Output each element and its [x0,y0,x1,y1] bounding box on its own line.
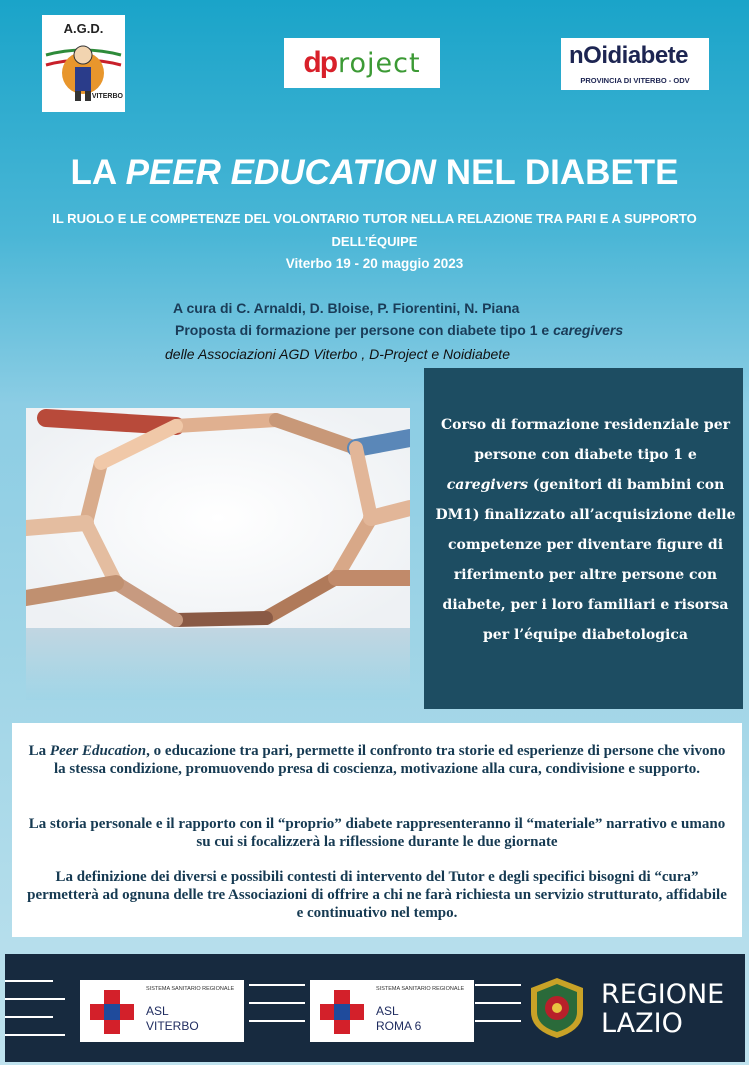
page-subtitle: IL RUOLO E LE COMPETENZE DEL VOLONTARIO TUTOR NELLA RELAZIONE TRA PARI E A SUPPORTO DELL’ÉQUIPE [52,211,697,249]
asl-roma-line1: ASL [376,1004,399,1018]
proposal-emphasis: caregivers [553,322,624,338]
asl-roma-name [376,1004,421,1034]
event-dates: Viterbo 19 - 20 maggio 2023 [285,256,464,271]
asl-viterbo-line1: ASL [146,1004,169,1018]
agd-logo-text: A.G.D. [63,21,104,36]
dproject-mark: dp [303,46,337,79]
image-reflection [26,628,410,700]
footer-stripe [5,998,65,1000]
footer-stripe [249,1020,305,1022]
title-emphasis: PEER EDUCATION [125,153,437,192]
info-box [12,723,742,937]
regione-line1: REGIONE [601,979,725,1010]
footer-stripe [475,1002,521,1004]
regione-line2: LAZIO [601,1008,683,1039]
footer-stripe [249,1002,305,1004]
page-title [0,153,749,193]
info-paragraph-tutor-contexts: La definizione dei diversi e possibili contesti di intervento del Tutor e degli specifici bisogni di “cura” permetterà ad ognuna delle tre Associazioni di offrire a chi ne farà richiesta un servizio strutturato, affidabile e continuativo nel tempo. [27,869,727,921]
regione-lazio-emblem-icon [527,976,587,1040]
asl-cross-icon [90,990,134,1034]
hands-circle-image [26,408,410,628]
proposal-line [175,322,623,338]
asl-viterbo-logo [80,980,244,1042]
footer-stripe [5,1016,53,1018]
asl-roma-line2: ROMA 6 [376,1019,422,1033]
footer-stripe [475,984,521,986]
noidiabete-text: nOidiabete [569,42,689,69]
asl-viterbo-name [146,1004,199,1034]
course-emphasis: caregivers [446,477,529,493]
asl-system-label: SISTEMA SANITARIO REGIONALE [376,986,465,992]
agd-city: VITERBO [91,93,123,100]
course-post: (genitori di bambini con DM1) finalizzato all’acquisizione delle competenze per diventare figure di riferimento per altre persone con diabete, per i loro familiari e risorsa per l’équipe diabetologica [435,477,736,643]
info-p1-emphasis: Peer Education [49,743,147,759]
info-p1-post: , o educazione tra pari, permette il confronto tra storie ed esperienze di persone che vivono la stessa condizione, promuovendo presa di coscienza, motivazione alla cura, condivisione e supporto. [53,743,726,777]
footer-stripe [475,1020,521,1022]
info-paragraph-peer-education [24,742,730,778]
course-description [434,410,737,650]
dproject-logo [284,38,440,88]
info-p1-pre: La [28,743,50,759]
asl-viterbo-line2: VITERBO [146,1019,199,1033]
asl-roma6-logo [310,980,474,1042]
asl-cross-icon [320,990,364,1034]
regione-lazio-text [601,980,724,1038]
footer-stripe [5,980,53,982]
asl-system-label: SISTEMA SANITARIO REGIONALE [146,986,235,992]
noidiabete-logo [561,38,709,90]
proposal-pre: Proposta di formazione per persone con diabete tipo 1 e [175,322,554,338]
dproject-text: roject [338,47,421,79]
info-paragraph-personal-story: La storia personale e il rapporto con il “proprio” diabete rappresenteranno il “materiale” narrativo e umano su cui si focalizzerà la riflessione durante le due giornate [28,816,726,850]
footer-stripe [249,984,305,986]
associations-line: delle Associazioni AGD Viterbo , D-Project e Noidiabete [165,346,510,362]
footer-bar [5,954,745,1062]
agd-viterbo-logo [42,15,125,112]
course-pre: Corso di formazione residenziale per persone con diabete tipo 1 e [441,417,730,463]
curated-by: A cura di C. Arnaldi, D. Bloise, P. Fiorentini, N. Piana [173,300,520,316]
title-post: NEL DIABETE [436,153,679,192]
hands-circle-illustration [26,408,410,628]
footer-stripe [5,1034,65,1036]
title-pre: LA [70,153,126,192]
noidiabete-subtext: PROVINCIA DI VITERBO - ODV [580,76,690,85]
course-description-box [424,368,743,709]
